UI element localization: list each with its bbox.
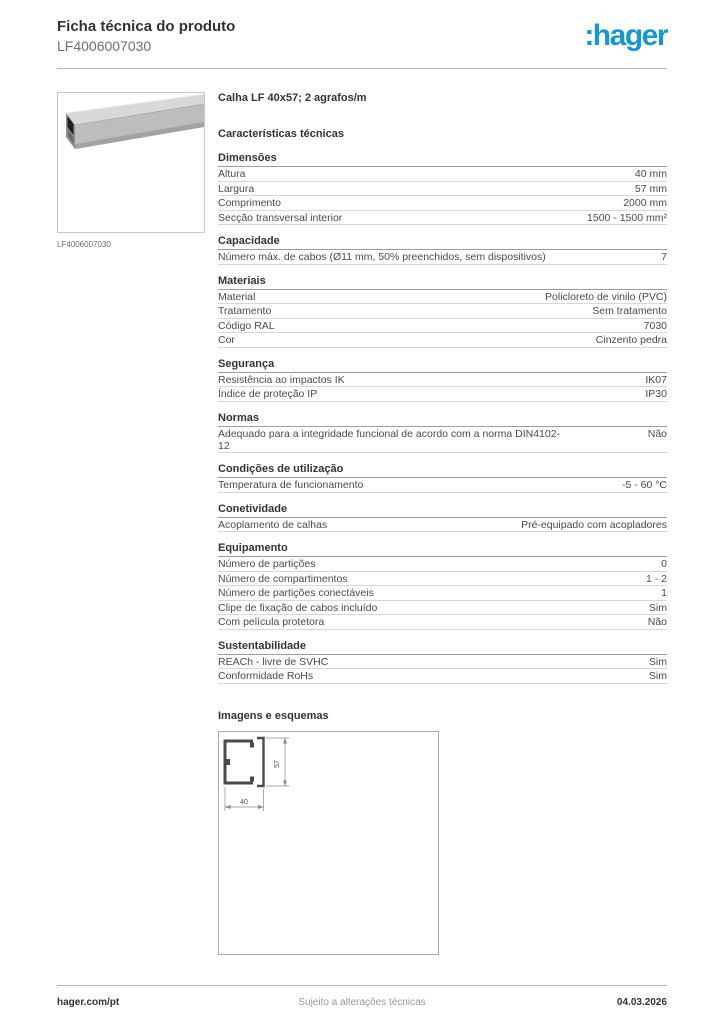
spec-label: Material <box>218 290 256 303</box>
spec-section <box>218 542 667 630</box>
spec-row <box>218 669 667 684</box>
spec-value: 1500 - 1500 mm² <box>587 211 667 224</box>
spec-row <box>218 427 667 454</box>
spec-value: Pré-equipado com acopladores <box>521 518 667 531</box>
spec-value: Cinzento pedra <box>595 334 667 346</box>
spec-label: Acoplamento de calhas <box>218 518 328 531</box>
spec-row <box>218 478 667 493</box>
product-image-column <box>57 92 205 955</box>
spec-label: Número de compartimentos <box>218 572 348 585</box>
spec-row <box>218 319 667 334</box>
spec-section <box>218 235 667 265</box>
spec-row <box>218 290 667 305</box>
section-title: Normas <box>218 412 667 427</box>
spec-label: REACh - livre de SVHC <box>218 655 329 668</box>
header <box>57 18 667 55</box>
spec-value: 1 <box>661 587 667 599</box>
spec-section <box>218 463 667 493</box>
section-title: Segurança <box>218 358 667 373</box>
product-image <box>57 92 205 233</box>
spec-row <box>218 615 667 630</box>
footer-website-link[interactable]: hager.com/pt <box>57 997 120 1008</box>
spec-label: Número de partições <box>218 558 316 570</box>
spec-row <box>218 196 667 211</box>
spec-label: Índice de proteção IP <box>218 388 318 400</box>
spec-label: Resistência ao impactos IK <box>218 373 345 386</box>
section-title: Sustentabilidade <box>218 640 667 655</box>
content <box>57 92 667 955</box>
spec-row <box>218 182 667 197</box>
spec-value: IK07 <box>645 373 667 386</box>
spec-label: Tratamento <box>218 305 272 317</box>
characteristics-heading: Características técnicas <box>218 128 344 140</box>
spec-row <box>218 333 667 348</box>
spec-value: Sim <box>648 601 667 614</box>
spec-value: 7 <box>661 251 667 263</box>
spec-row <box>218 250 667 265</box>
characteristics-sections <box>218 152 667 684</box>
spec-label: Número de partições conectáveis <box>218 587 374 599</box>
top-clip <box>250 742 254 747</box>
footer-date: 04.03.2026 <box>616 997 667 1008</box>
product-title: Calha LF 40x57; 2 agrafos/m <box>218 92 367 104</box>
spec-row <box>218 655 667 670</box>
section-title: Conetividade <box>218 503 667 518</box>
spec-column <box>218 92 667 955</box>
spec-label: Cor <box>218 334 235 346</box>
spec-row <box>218 557 667 572</box>
width-dimension-label: 40 <box>240 798 248 806</box>
spec-label: Largura <box>218 182 255 195</box>
spec-value: Não <box>647 616 667 628</box>
header-divider <box>57 68 667 69</box>
spec-value: 57 mm <box>634 182 667 195</box>
product-photo-illustration <box>58 93 204 232</box>
spec-section <box>218 640 667 684</box>
spec-value: Sem tratamento <box>592 305 667 317</box>
spec-row <box>218 211 667 226</box>
wall-notch <box>227 759 231 765</box>
dimension-drawing <box>218 731 439 955</box>
bottom-clip <box>250 776 254 781</box>
spec-value: IP30 <box>645 388 667 400</box>
spec-label: Clipe de fixação de cabos incluído <box>218 601 378 614</box>
spec-row <box>218 167 667 182</box>
cross-section-diagram <box>219 732 438 954</box>
section-title: Dimensões <box>218 152 667 167</box>
section-title: Equipamento <box>218 542 667 557</box>
spec-section <box>218 412 667 454</box>
spec-label: Adequado para a integridade funcional de acordo com a norma DIN4102-12 <box>218 427 561 452</box>
spec-row <box>218 586 667 601</box>
spec-value: 2000 mm <box>623 197 667 209</box>
spec-row <box>218 304 667 319</box>
product-image-caption: LF4006007030 <box>57 240 111 249</box>
spec-value: 1 - 2 <box>645 572 667 585</box>
height-dimension-label: 57 <box>274 759 281 768</box>
section-title: Materiais <box>218 275 667 290</box>
spec-value: -5 - 60 °C <box>621 479 667 491</box>
page-title: Ficha técnica do produto <box>57 18 236 35</box>
spec-row <box>218 572 667 587</box>
spec-label: Código RAL <box>218 319 275 332</box>
spec-value: Não <box>647 427 667 440</box>
footer-note: Sujeito a alterações técnicas <box>298 997 426 1008</box>
product-reference: LF4006007030 <box>57 38 152 54</box>
spec-label: Altura <box>218 168 246 180</box>
spec-section <box>218 152 667 225</box>
section-title: Capacidade <box>218 235 667 250</box>
spec-row <box>218 518 667 533</box>
section-title: Condições de utilização <box>218 463 667 478</box>
spec-section <box>218 275 667 348</box>
spec-value: Sim <box>648 670 667 682</box>
spec-label: Com película protetora <box>218 616 325 628</box>
spec-section <box>218 358 667 402</box>
spec-value: 0 <box>661 558 667 570</box>
spec-value: Sim <box>648 655 667 668</box>
spec-label: Número máx. de cabos (Ø11 mm, 50% preenchidos, sem dispositivos) <box>218 251 546 263</box>
header-text <box>57 18 235 55</box>
spec-label: Comprimento <box>218 197 282 209</box>
spec-label: Secção transversal interior <box>218 211 343 224</box>
spec-section <box>218 503 667 533</box>
spec-value: Policloreto de vinilo (PVC) <box>545 290 667 303</box>
spec-value: 40 mm <box>634 168 667 180</box>
images-heading: Imagens e esquemas <box>218 709 329 722</box>
spec-row <box>218 373 667 388</box>
footer <box>57 985 667 1008</box>
spec-label: Conformidade RoHs <box>218 670 314 682</box>
spec-row <box>218 601 667 616</box>
spec-value: 7030 <box>643 319 667 332</box>
spec-label: Temperatura de funcionamento <box>218 479 364 491</box>
spec-row <box>218 387 667 402</box>
hager-logo: :hager <box>584 19 667 52</box>
